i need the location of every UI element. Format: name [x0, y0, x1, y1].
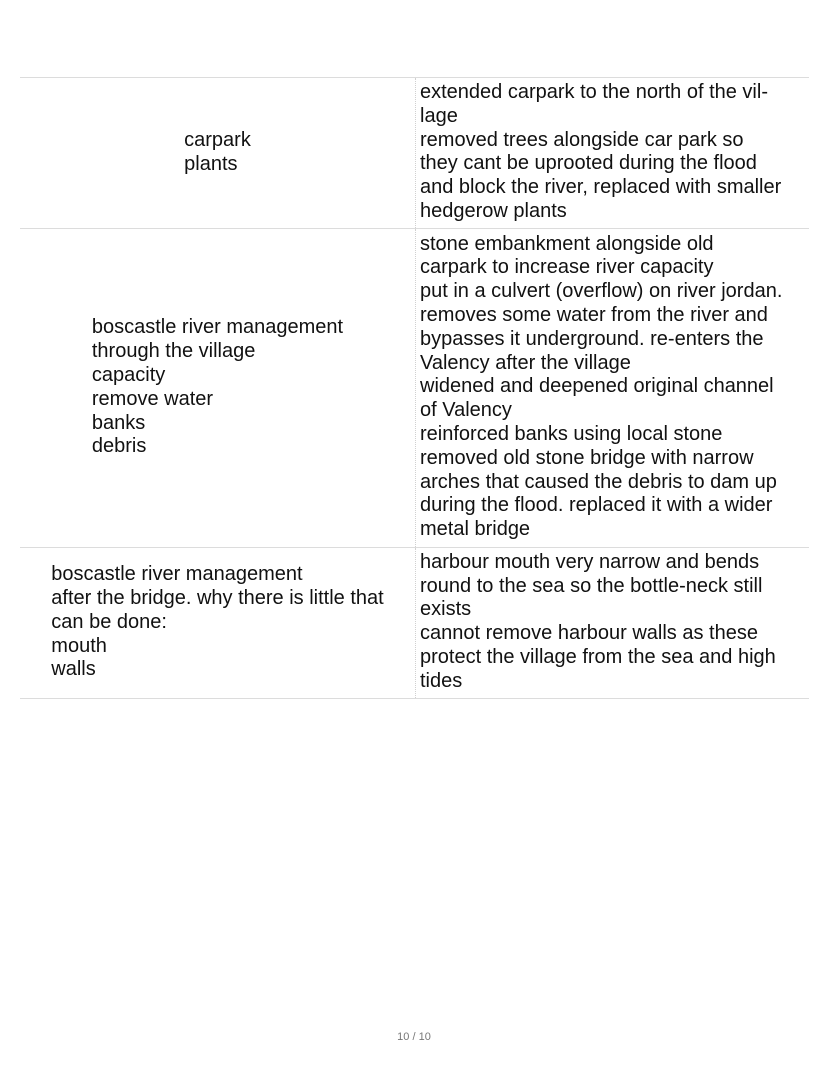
term-line: can be done: — [51, 610, 167, 633]
definition-line: tides — [420, 669, 463, 692]
flashcard-table — [20, 77, 809, 699]
definition-line: round to the sea so the bottle-neck still — [420, 574, 763, 597]
definition-line: reinforced banks using local stone — [420, 422, 723, 445]
term-cell — [20, 547, 416, 698]
definition-line: during the flood. replaced it with a wider — [420, 494, 773, 517]
definition-line: extended carpark to the north of the vil- — [420, 81, 768, 103]
term-line: boscastle river management — [91, 316, 344, 339]
term-text — [92, 316, 343, 459]
definition-cell — [416, 78, 810, 229]
term-line: boscastle river management — [51, 563, 303, 586]
definition-line: Valency after the village — [420, 351, 631, 374]
definition-line: protect the village from the sea and high — [420, 646, 776, 669]
term-line: debris — [91, 435, 147, 458]
definition-line: lage — [420, 104, 458, 127]
definition-line: removed trees alongside car park so — [420, 128, 744, 151]
definition-text — [416, 78, 809, 228]
definition-line: exists — [420, 598, 472, 621]
definition-line: stone embankment alongside old — [420, 232, 714, 255]
definition-line: they cant be uprooted during the flood — [420, 152, 757, 175]
definition-line: and block the river, replaced with smaller — [420, 176, 782, 199]
definition-line: metal bridge — [420, 518, 531, 541]
term-line: mouth — [51, 634, 107, 657]
definition-line: widened and deepened original channel — [420, 375, 774, 398]
definition-line: arches that caused the debris to dam up — [420, 470, 777, 493]
term-cell — [20, 78, 416, 229]
term-line: capacity — [91, 363, 166, 386]
term-line: carpark — [184, 129, 251, 152]
term-line: after the bridge. why there is little that — [51, 587, 384, 610]
definition-text — [416, 548, 809, 698]
definition-cell — [416, 547, 810, 698]
definition-line: removes some water from the river and — [420, 303, 768, 326]
definition-line: cannot remove harbour walls as these — [420, 622, 758, 645]
definition-line: put in a culvert (overflow) on river jordan. — [420, 280, 783, 303]
term-text — [51, 563, 383, 682]
term-line: plants — [184, 152, 238, 175]
term-line: banks — [91, 411, 146, 434]
term-line: walls — [51, 658, 96, 681]
definition-text — [416, 230, 809, 546]
definition-cell — [416, 228, 810, 547]
term-cell — [20, 228, 416, 547]
term-line: remove water — [91, 387, 214, 410]
definition-line: harbour mouth very narrow and bends — [420, 550, 760, 573]
term-line: through the village — [91, 340, 256, 363]
table-row — [20, 78, 809, 229]
definition-line: removed old stone bridge with narrow — [420, 446, 754, 469]
table-row — [20, 228, 809, 547]
table-row — [20, 547, 809, 698]
definition-line: hedgerow plants — [420, 199, 567, 222]
definition-line: carpark to increase river capacity — [420, 256, 714, 279]
page-number: 10 / 10 — [397, 1031, 431, 1043]
definition-line: of Valency — [420, 399, 512, 422]
term-text — [184, 129, 251, 177]
definition-line: bypasses it underground. re-enters the — [420, 327, 764, 350]
